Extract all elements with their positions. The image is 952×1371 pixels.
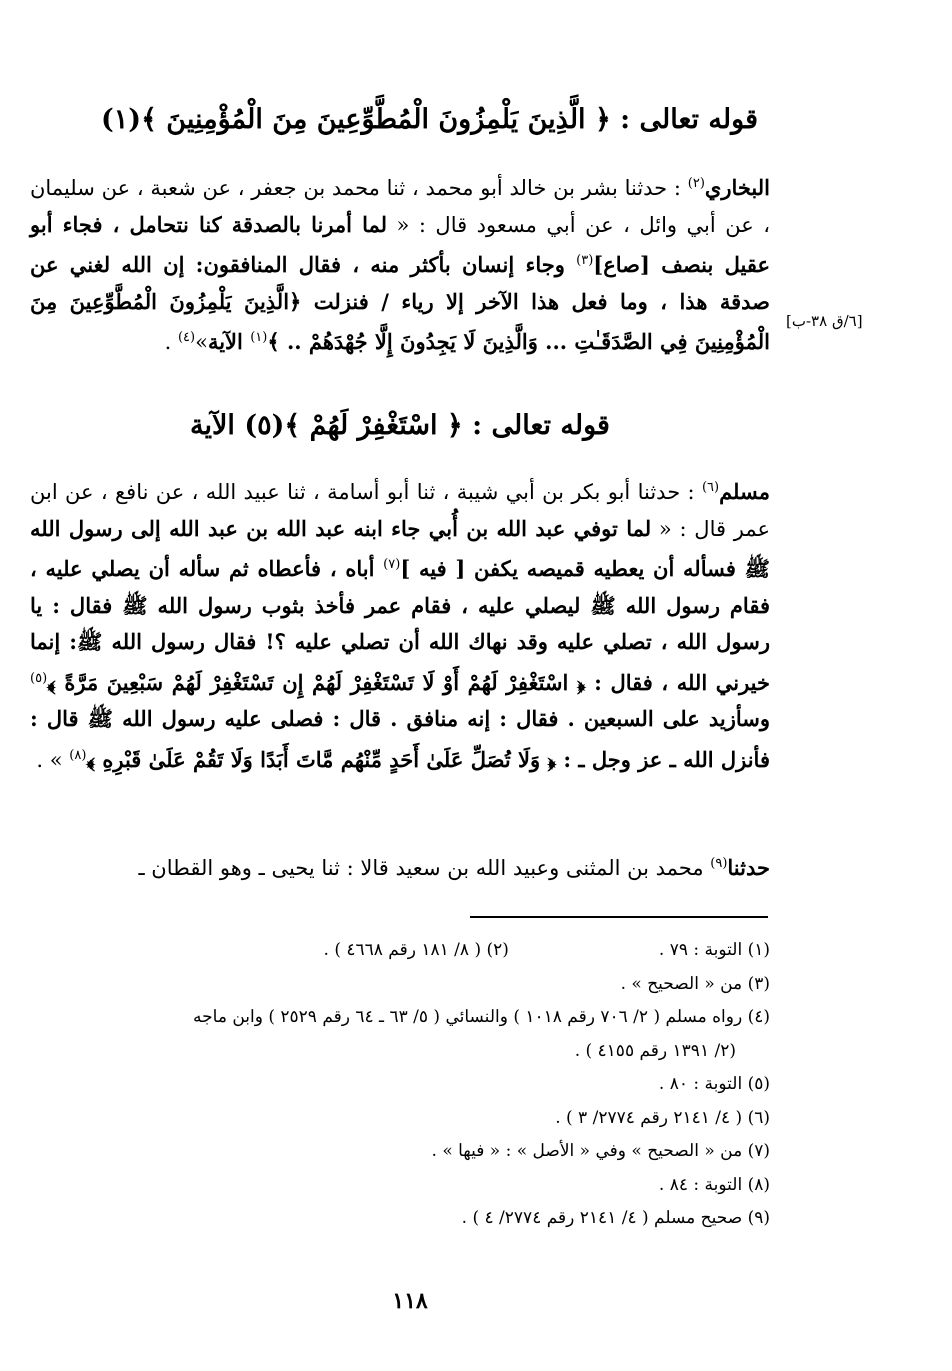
footnote-ref: (٧) [383, 557, 401, 572]
footnote-4: (٤) رواه مسلم ( ٢/ ٧٠٦ رقم ١٠١٨ ) والنسائي ( ٥/ ٦٣ ـ ٦٤ رقم ٢٥٢٩ ) وابن ماجه [193, 1007, 770, 1027]
footnote-5: (٥) التوبة : ٨٠ . [658, 1074, 770, 1094]
period: . [164, 330, 178, 354]
footnotes-list [30, 934, 770, 1236]
source-haddathana: حدثنا [727, 855, 770, 880]
hadith-bukhari-paragraph [30, 166, 770, 361]
footnote-ref: (٨) [69, 747, 87, 763]
matn-text: وجاء إنسان بأكثر منه ، فقال المنافقون: إن الله لغني عن صدقة هذا ، وما فعل هذا الآخر إلا رياء / فنزلت ﴿الَّذِينَ يَلْمِزُونَ الْمُطَّوِّعِينَ مِنَ الْمُؤْمِنِينَ فِي الصَّدَقَـٰتِ ... وَالَّذِينَ لَا يَجِدُونَ إِلَّا جُهْدَهُمْ .. ﴾ [30, 252, 770, 354]
footnote-6: (٦) ( ٤/ ٢١٤١ رقم ٢٧٧٤/ ٣ ) . [555, 1107, 770, 1128]
footnote-1: (١) التوبة : ٧٩ . [658, 940, 770, 960]
heading-verse-istaghfir: قوله تعالى : ﴿ اسْتَغْفِرْ لَهُمْ ﴾(٥) الآية [190, 410, 610, 441]
source-bukhari: البخاري [704, 175, 770, 200]
footnote-ref: (٦) [701, 480, 720, 495]
footnote-ref: (٩) [710, 856, 728, 871]
footnote-3: (٣) من « الصحيح » . [620, 973, 770, 994]
footnote-ref: (٣) [576, 253, 594, 268]
matn-text: أباه ، فأعطاه ثم سأله أن يصلي عليه ، فقام رسول الله ﷺ ليصلي عليه ، فقام عمر فأخذ بثوب رسول الله ﷺ فقال : يا رسول الله ، تصلي عليه وقد نهاك الله أن تصلي عليه ؟! فقال رسول الله ﷺ: إنما خيرني الله ، فقال : ﴿ اسْتَغْفِرْ لَهُمْ أَوْ لَا تَسْتَغْفِرْ لَهُمْ إِن تَسْتَغْفِرْ لَهُمْ سَبْعِينَ مَرَّةً ﴾ [30, 556, 770, 695]
hadith-muslim-paragraph [30, 470, 770, 778]
isnad-text: محمد بن المثنى وعبيد الله بن سعيد قالا : ثنا يحيى ـ وهو القطان ـ [138, 856, 711, 880]
page-number: ١١٨ [392, 1288, 428, 1314]
footnote-4-continued: (٢/ ١٣٩١ رقم ٤١٥٥ ) . [574, 1040, 736, 1061]
quote-close: » . [36, 747, 70, 772]
matn-text: لما توفي عبد الله بن أُبي جاء ابنه عبد الله بن عبد الله إلى رسول الله ﷺ فسأله أن يعطيه قميصه يكفن [ فيه ] [30, 515, 770, 581]
footnote-8: (٨) التوبة : ٨٤ . [658, 1174, 770, 1195]
footnote-row [30, 934, 770, 968]
matn-text: وسأزيد على السبعين . فقال : إنه منافق . قال : فصلى عليه رسول الله ﷺ قال : فأنزل الله ـ عز وجل ـ : ﴿ وَلَا تُصَلِّ عَلَىٰ أَحَدٍ مِّنْهُم مَّاتَ أَبَدًا وَلَا تَقُمْ عَلَىٰ قَبْرِهِ ﴾ [30, 706, 770, 772]
quote-close: » [195, 330, 208, 354]
footnote-2: (٢) ( ٨/ ١٨١ رقم ٤٦٦٨ ) . [323, 940, 509, 960]
footnote-7: (٧) من « الصحيح » وفي « الأصل » : « فيها » . [431, 1141, 770, 1161]
source-muslim: مسلم [719, 479, 770, 504]
footnote-9: (٩) صحيح مسلم ( ٤/ ٢١٤١ رقم ٢٧٧٤/ ٤ ) . [461, 1208, 770, 1228]
footnote-ref: (١) [250, 330, 268, 345]
matn-text: لما أمرنا بالصدقة كنا نتحامل ، فجاء أبو عقيل بنصف [صاع] [30, 211, 770, 277]
footnote-ref: (٢) [687, 176, 705, 191]
hadith-third-paragraph [30, 846, 770, 887]
footnote-divider [470, 916, 768, 918]
matn-text: الآية [207, 329, 251, 354]
heading-verse-lamizun: قوله تعالى : ﴿ الَّذِينَ يَلْمِزُونَ الْمُطَّوِّعِينَ مِنَ الْمُؤْمِنِينَ ﴾(١) [101, 104, 758, 135]
footnote-ref: (٥) [30, 670, 48, 686]
isnad-text: : حدثنا بشر بن خالد أبو محمد ، ثنا محمد بن جعفر ، عن شعبة ، عن سليمان ، عن أبي وائل ، عن أبي مسعود قال : « [30, 176, 770, 237]
spacer [509, 934, 659, 968]
manuscript-folio-note: [٦/ق ٣٨-ب] [786, 312, 863, 330]
isnad-text: : حدثنا أبو بكر بن أبي شيبة ، ثنا أبو أسامة ، ثنا عبيد الله ، عن نافع ، عن ابن عمر قال : « [30, 480, 770, 541]
footnote-ref: (٤) [177, 330, 196, 345]
